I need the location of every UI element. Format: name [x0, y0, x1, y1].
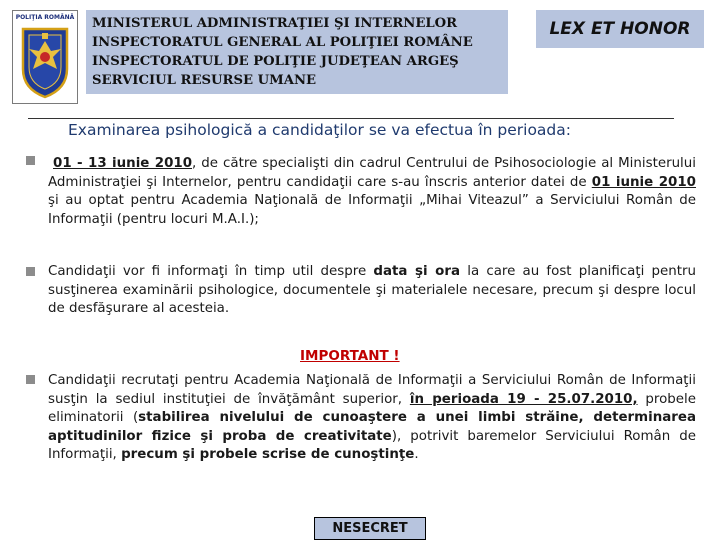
- bullet-3-bold-2: precum şi probele scrise de cunoştinţe: [121, 447, 415, 462]
- bullet-paragraph-3: [48, 372, 696, 465]
- header-line-county-inspectorate: INSPECTORATUL DE POLIŢIE JUDEŢEAN ARGEŞ: [92, 54, 459, 69]
- logo-caption: POLIŢIA ROMÂNĂ: [15, 14, 75, 21]
- bullet-3-text-b: probele eliminatorii (: [48, 391, 696, 425]
- coat-of-arms-icon: [17, 23, 73, 101]
- bullet-3-text-c: ), potrivit baremelor Serviciului Român de Informaţii,: [48, 428, 696, 462]
- bullet-2-text-a: Candidaţii vor fi informaţi în timp util despre: [48, 264, 374, 279]
- header-institution-box: [86, 10, 508, 94]
- header-line-general-inspectorate: INSPECTORATUL GENERAL AL POLIŢIEI ROMÂNE: [92, 35, 473, 50]
- header-line-ministry: MINISTERUL ADMINISTRAŢIEI ŞI INTERNELOR: [92, 16, 458, 31]
- bullet-3-bold-1: stabilirea nivelului de cunoaştere a unei limbi străine, determinarea aptitudinilor fizice şi proba de creativitate: [48, 410, 696, 444]
- bullet-3-period: în perioada 19 - 25.07.2010,: [409, 391, 638, 407]
- header-divider: [28, 118, 674, 119]
- bullet-2-bold: data şi ora: [373, 264, 461, 279]
- square-bullet-icon: [26, 267, 35, 276]
- square-bullet-icon: [26, 156, 35, 165]
- bullet-1-date-range: 01 - 13 iunie 2010: [53, 156, 193, 171]
- police-logo: [12, 10, 78, 104]
- bullet-1-text-b: şi au optat pentru Academia Naţională de Informaţii „Mihai Viteazul” a Serviciului Român de Informaţii (pentru locuri M.A.I.);: [48, 193, 696, 227]
- bullet-paragraph-2: [48, 263, 696, 319]
- motto-badge: LEX ET HONOR: [536, 10, 704, 48]
- page-title: Examinarea psihologică a candidaţilor se va efectua în perioada:: [68, 121, 571, 139]
- header-line-service: SERVICIUL RESURSE UMANE: [92, 73, 317, 88]
- bullet-2-text-b: la care au fost planificaţi pentru susţinerea examinării psihologice, documentele şi materialele necesare, precum şi despre locul de desfăşurare al acesteia.: [48, 264, 696, 316]
- bullet-1-date: 01 iunie 2010: [591, 174, 696, 190]
- important-label: IMPORTANT !: [300, 348, 400, 364]
- classification-stamp: NESECRET: [314, 517, 426, 540]
- bullet-paragraph-1: [48, 155, 696, 229]
- bullet-1-text-a: , de către specialişti din cadrul Centrului de Psihosociologie al Ministerului Administraţiei şi Internelor, pentru candidaţii care s-au înscris anterior datei de: [48, 156, 696, 190]
- bullet-3-text-d: .: [414, 447, 419, 462]
- square-bullet-icon: [26, 375, 35, 384]
- bullet-3-text-a: Candidaţii recrutaţi pentru Academia Naţională de Informaţii a Serviciului Român de Informaţii susţin la sediul instituţiei de învăţământ superior,: [48, 373, 696, 407]
